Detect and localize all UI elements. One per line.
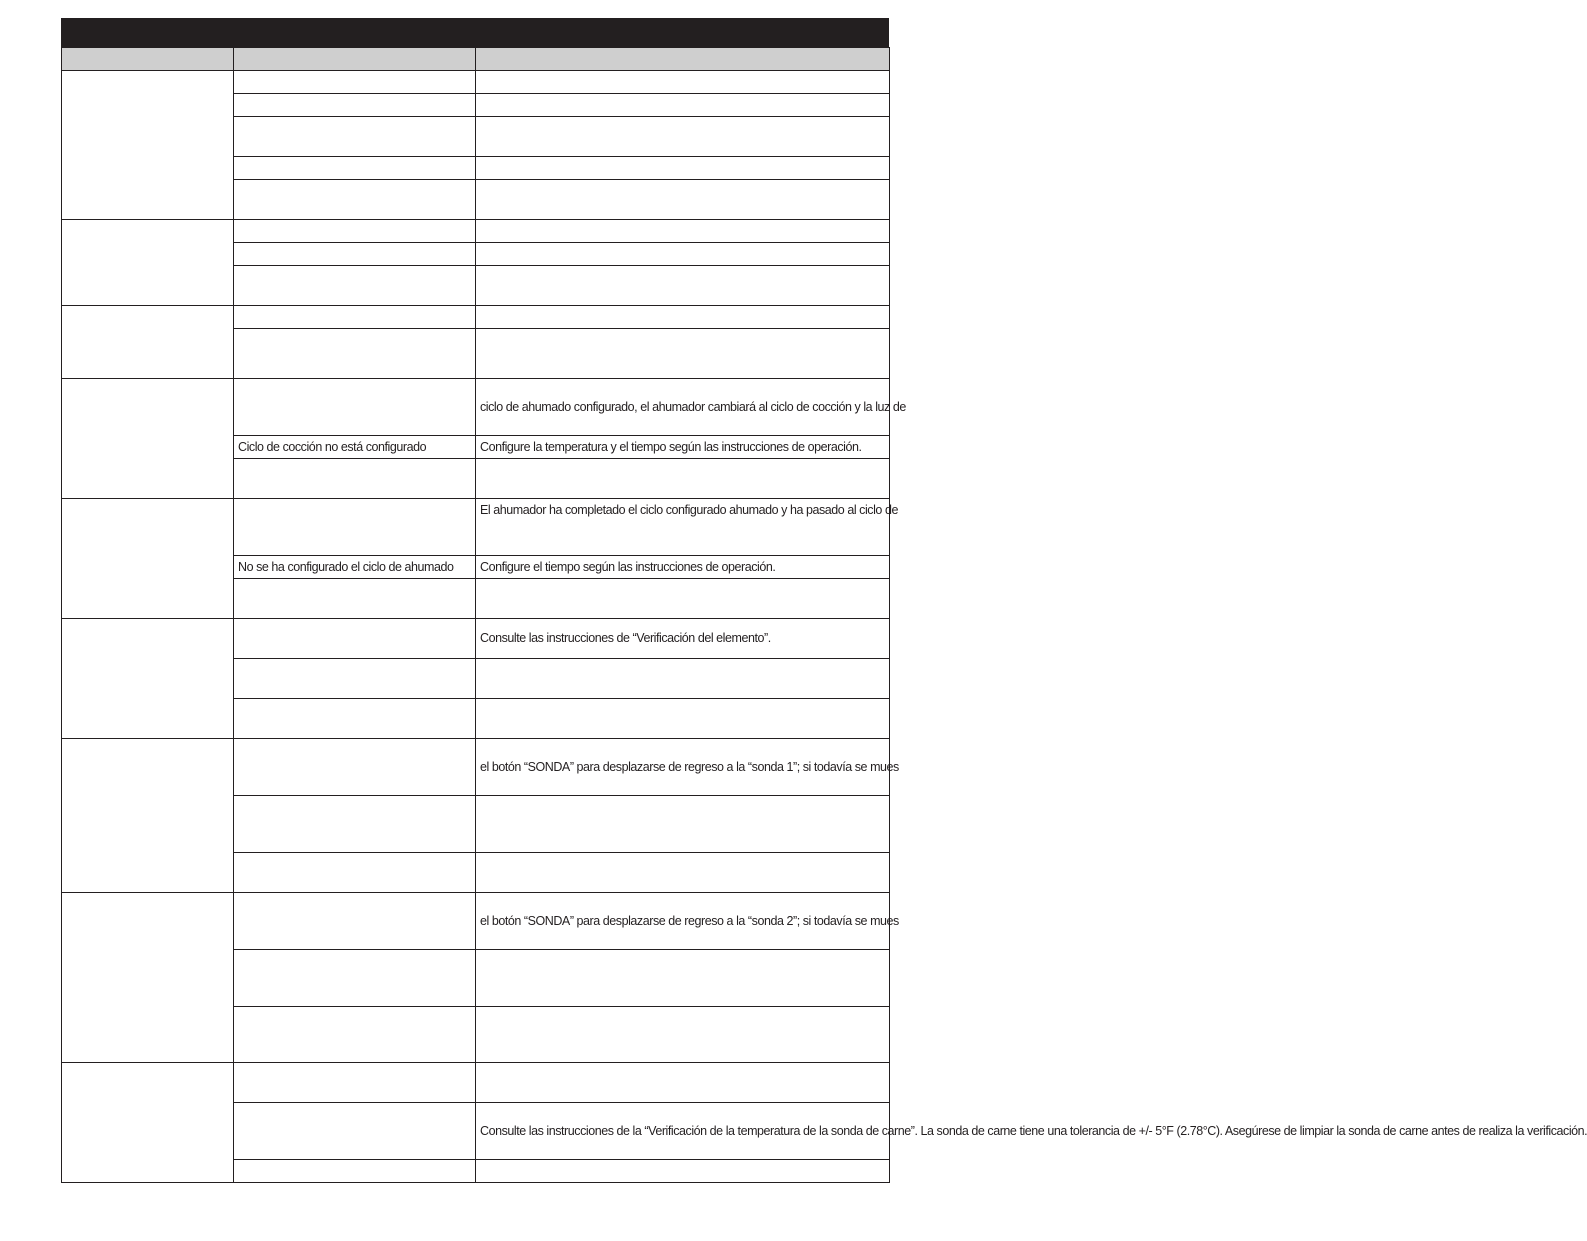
cause-cell (234, 71, 476, 94)
table-row (62, 893, 890, 950)
cause-cell (234, 243, 476, 266)
problem-cell (62, 220, 234, 306)
solution-cell (476, 157, 890, 180)
problem-cell (62, 1063, 234, 1183)
table-row (62, 71, 890, 94)
cause-cell (234, 306, 476, 329)
cause-cell (234, 950, 476, 1007)
solution-cell (476, 950, 890, 1007)
solution-cell (476, 1007, 890, 1063)
cause-cell (234, 117, 476, 157)
cause-cell (234, 1063, 476, 1103)
cause-cell (234, 379, 476, 436)
solution-cell (476, 180, 890, 220)
cause-cell (234, 459, 476, 499)
solution-cell: Consulte las instrucciones de la “Verificación de la temperatura de la sonda de carne”. La sonda de carne tiene una tolerancia de +/- 5°F (2.78°C). Asegúrese de limpiar la sonda de carne antes de realiza la verificación. (476, 1103, 890, 1160)
solution-cell (476, 94, 890, 117)
problem-cell (62, 739, 234, 893)
solution-cell: ciclo de ahumado configurado, el ahumador cambiará al ciclo de cocción y la luz de (476, 379, 890, 436)
solution-cell: el botón “SONDA” para desplazarse de regreso a la “sonda 2”; si todavía se mues (476, 893, 890, 950)
table-row (62, 379, 890, 436)
solution-cell (476, 220, 890, 243)
problem-cell (62, 893, 234, 1063)
header-problem (62, 48, 234, 71)
cause-cell (234, 619, 476, 659)
cause-cell (234, 699, 476, 739)
solution-cell (476, 1063, 890, 1103)
solution-cell (476, 329, 890, 379)
cause-cell (234, 499, 476, 556)
problem-cell (62, 71, 234, 220)
cause-cell (234, 220, 476, 243)
solution-cell (476, 459, 890, 499)
cause-cell (234, 893, 476, 950)
cause-cell (234, 853, 476, 893)
cause-cell (234, 659, 476, 699)
solution-cell: Consulte las instrucciones de “Verificación del elemento”. (476, 619, 890, 659)
solution-cell (476, 1160, 890, 1183)
solution-cell (476, 579, 890, 619)
cause-cell (234, 1103, 476, 1160)
cause-cell (234, 1007, 476, 1063)
solution-cell (476, 306, 890, 329)
problem-cell (62, 619, 234, 739)
cause-cell: Ciclo de cocción no está configurado (234, 436, 476, 459)
header-solution (476, 48, 890, 71)
solution-cell: Configure la temperatura y el tiempo según las instrucciones de operación. (476, 436, 890, 459)
cause-cell (234, 266, 476, 306)
cause-cell (234, 579, 476, 619)
cause-cell (234, 180, 476, 220)
solution-cell (476, 243, 890, 266)
solution-cell (476, 659, 890, 699)
cause-cell (234, 796, 476, 853)
solution-cell (476, 796, 890, 853)
solution-cell: El ahumador ha completado el ciclo configurado ahumado y ha pasado al ciclo de (476, 499, 890, 556)
table-row (62, 220, 890, 243)
solution-cell (476, 117, 890, 157)
solution-cell: el botón “SONDA” para desplazarse de regreso a la “sonda 1”; si todavía se mues (476, 739, 890, 796)
problem-cell (62, 499, 234, 619)
cause-cell (234, 94, 476, 117)
table-row (62, 1063, 890, 1103)
solution-cell (476, 853, 890, 893)
table-row (62, 499, 890, 556)
solution-cell (476, 699, 890, 739)
troubleshooting-table (61, 47, 1587, 1183)
header-row (62, 48, 890, 71)
cause-cell (234, 1160, 476, 1183)
cause-cell (234, 739, 476, 796)
solution-cell: Configure el tiempo según las instrucciones de operación. (476, 556, 890, 579)
troubleshooting-sheet (61, 18, 1587, 1183)
table-row (62, 739, 890, 796)
title-bar (61, 18, 889, 47)
solution-cell (476, 71, 890, 94)
table-row (62, 306, 890, 329)
solution-cell (476, 266, 890, 306)
cause-cell (234, 157, 476, 180)
header-cause (234, 48, 476, 71)
problem-cell (62, 306, 234, 379)
cause-cell: No se ha configurado el ciclo de ahumado (234, 556, 476, 579)
cause-cell (234, 329, 476, 379)
problem-cell (62, 379, 234, 499)
table-row (62, 619, 890, 659)
